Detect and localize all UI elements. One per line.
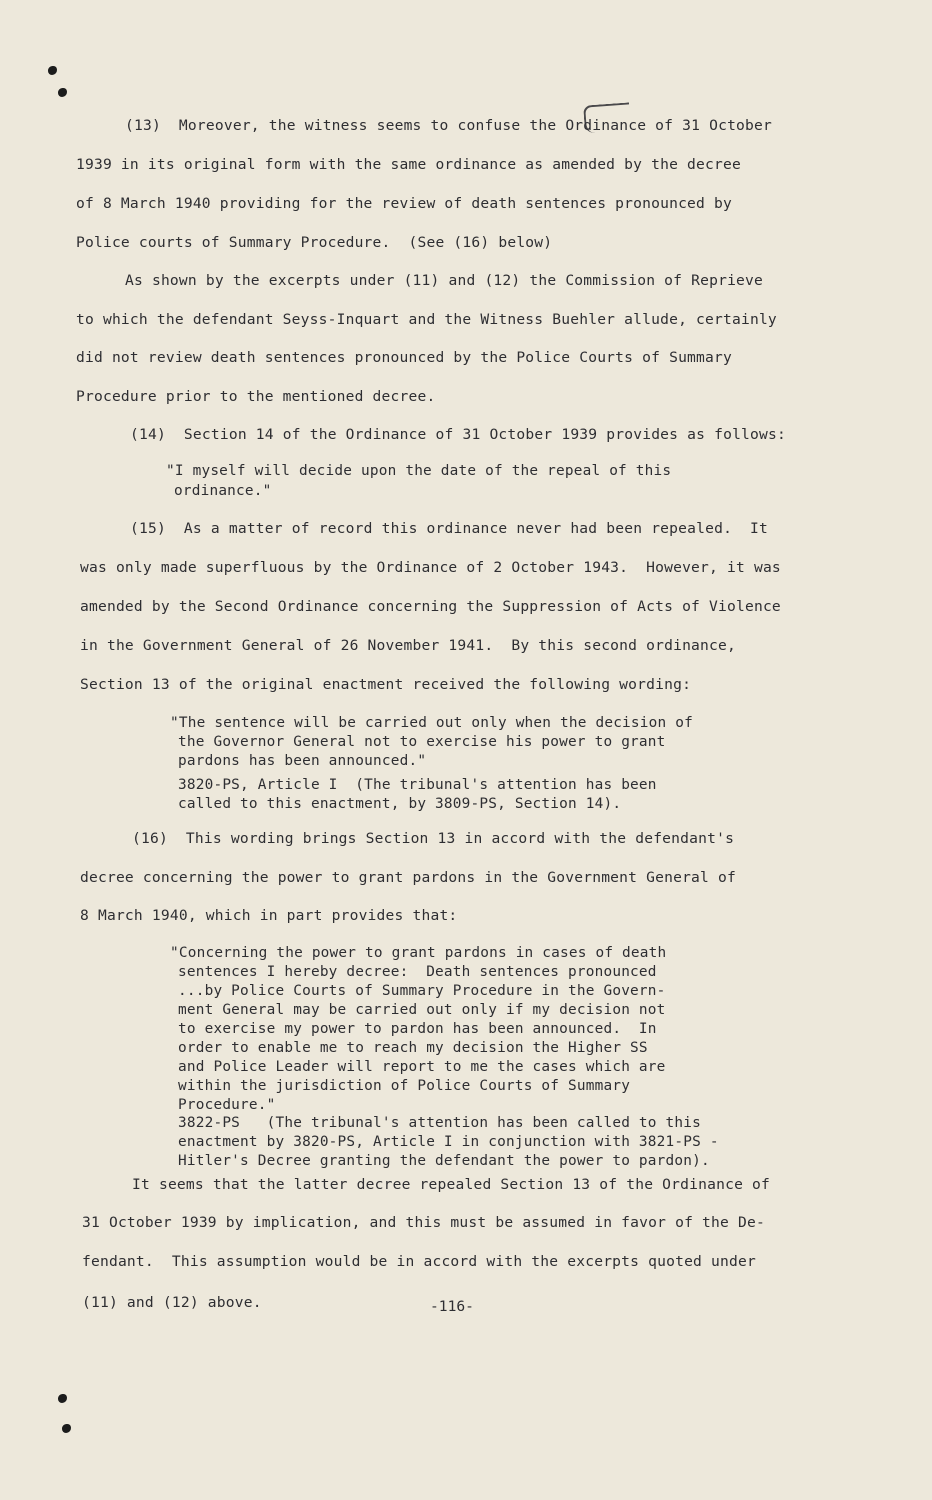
quote-line: 3820-PS, Article I (The tribunal's attention has been <box>178 777 657 793</box>
quote-line: called to this enactment, by 3809-PS, Section 14). <box>178 796 622 812</box>
quote-line: order to enable me to reach my decision the Higher SS <box>178 1040 648 1056</box>
text-line: of 8 March 1940 providing for the review of death sentences pronounced by <box>76 195 732 212</box>
text-line: (14) Section 14 of the Ordinance of 31 October 1939 provides as follows: <box>130 426 786 443</box>
punch-hole-top-1 <box>48 66 57 75</box>
text-line: It seems that the latter decree repealed Section 13 of the Ordinance of <box>132 1176 771 1193</box>
quote-line: Procedure." <box>178 1097 276 1113</box>
text-line: Police courts of Summary Procedure. (See (16) below) <box>76 234 553 251</box>
punch-hole-top-2 <box>58 88 67 97</box>
text-line: As shown by the excerpts under (11) and (12) the Commission of Reprieve <box>125 272 764 289</box>
text-line: (16) This wording brings Section 13 in accord with the defendant's <box>132 830 735 847</box>
quote-line: 3822-PS (The tribunal's attention has been called to this <box>178 1115 701 1131</box>
quote-line: "The sentence will be carried out only when the decision of <box>170 715 693 731</box>
text-line: (13) Moreover, the witness seems to confuse the Ordinance of 31 October <box>125 117 773 134</box>
text-line: amended by the Second Ordinance concerning the Suppression of Acts of Violence <box>80 598 781 615</box>
quote-line: ordinance." <box>174 483 272 499</box>
text-line: fendant. This assumption would be in accord with the excerpts quoted under <box>82 1253 756 1270</box>
quote-line: ment General may be carried out only if my decision not <box>178 1002 666 1018</box>
punch-hole-bottom-1 <box>58 1394 67 1403</box>
text-line: was only made superfluous by the Ordinance of 2 October 1943. However, it was <box>80 559 781 576</box>
quote-line: Hitler's Decree granting the defendant the power to pardon). <box>178 1153 710 1169</box>
quote-line: within the jurisdiction of Police Courts of Summary <box>178 1078 631 1094</box>
page-number: -116- <box>430 1298 474 1315</box>
text-line: 1939 in its original form with the same ordinance as amended by the decree <box>76 156 741 173</box>
quote-line: to exercise my power to pardon has been announced. In <box>178 1021 657 1037</box>
text-line: in the Government General of 26 November 1941. By this second ordinance, <box>80 637 736 654</box>
text-line: 31 October 1939 by implication, and this must be assumed in favor of the De- <box>82 1214 765 1231</box>
quote-line: ...by Police Courts of Summary Procedure in the Govern- <box>178 983 666 999</box>
quote-line: the Governor General not to exercise his power to grant <box>178 734 666 750</box>
quote-line: enactment by 3820-PS, Article I in conjunction with 3821-PS - <box>178 1134 719 1150</box>
text-line: (15) As a matter of record this ordinance never had been repealed. It <box>130 520 769 537</box>
text-line: decree concerning the power to grant pardons in the Government General of <box>80 869 736 886</box>
quote-line: "Concerning the power to grant pardons in cases of death <box>170 945 667 961</box>
punch-hole-bottom-2 <box>62 1424 71 1433</box>
quote-line: and Police Leader will report to me the cases which are <box>178 1059 666 1075</box>
text-line: (11) and (12) above. <box>82 1294 262 1311</box>
quote-line: pardons has been announced." <box>178 753 427 769</box>
text-line: 8 March 1940, which in part provides that: <box>80 907 458 924</box>
text-line: did not review death sentences pronounced by the Police Courts of Summary <box>76 349 732 366</box>
text-line: Section 13 of the original enactment received the following wording: <box>80 676 692 693</box>
quote-line: sentences I hereby decree: Death sentences pronounced <box>178 964 657 980</box>
text-line: Procedure prior to the mentioned decree. <box>76 388 436 405</box>
quote-line: "I myself will decide upon the date of the repeal of this <box>166 463 672 479</box>
text-line: to which the defendant Seyss-Inquart and the Witness Buehler allude, certainly <box>76 311 777 328</box>
